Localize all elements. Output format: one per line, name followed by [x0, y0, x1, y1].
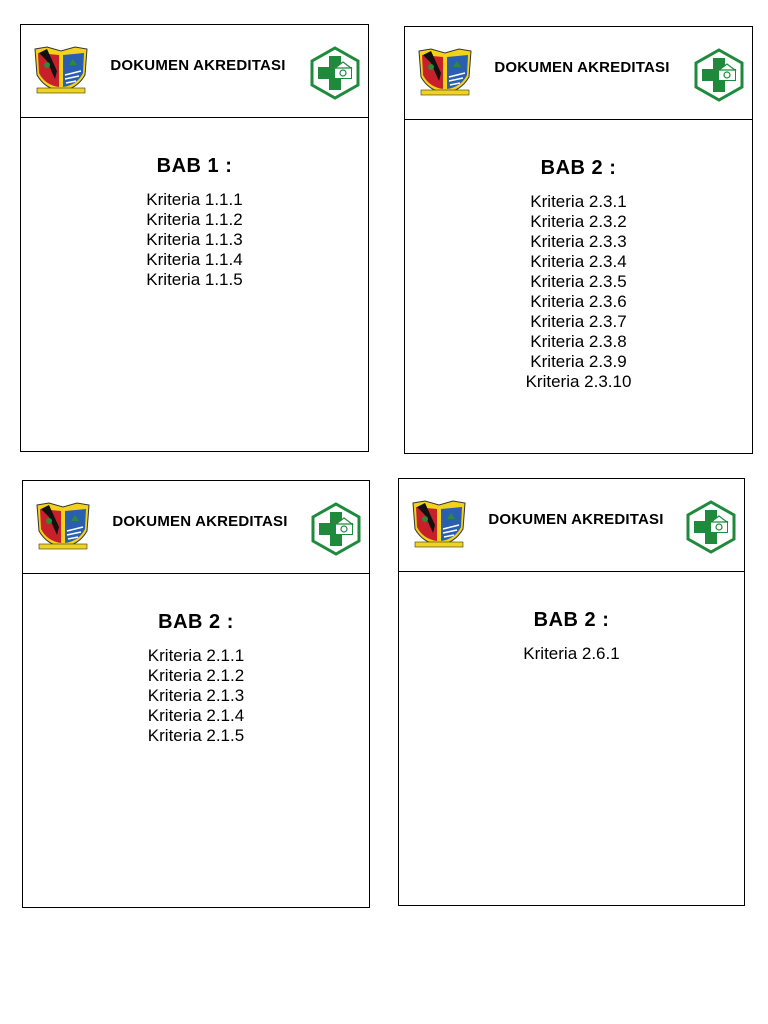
card-body — [21, 119, 368, 451]
card-header — [399, 479, 744, 572]
kriteria-list — [23, 646, 369, 746]
kriteria-list — [21, 190, 368, 290]
card-bab-1 — [20, 24, 369, 452]
list-item: Kriteria 2.3.5 — [530, 272, 627, 291]
kriteria-list — [399, 644, 744, 664]
list-item: Kriteria 2.3.8 — [530, 332, 627, 351]
regency-crest-icon — [417, 47, 473, 97]
card-bab-2-2-6 — [398, 478, 745, 906]
list-item: Kriteria 2.1.2 — [147, 666, 245, 685]
list-item: Kriteria 2.3.1 — [530, 192, 627, 211]
list-item: Kriteria 2.6.1 — [523, 644, 620, 663]
list-item: Kriteria 2.1.3 — [147, 686, 245, 705]
list-item: Kriteria 2.1.1 — [147, 646, 245, 665]
regency-crest-icon — [411, 499, 467, 549]
puskesmas-emblem-icon — [308, 46, 362, 100]
list-item: Kriteria 1.1.1 — [146, 190, 243, 209]
list-item: Kriteria 1.1.5 — [146, 270, 243, 289]
header-title: DOKUMEN AKREDITASI — [110, 57, 286, 74]
bab-heading: BAB 2 : — [158, 611, 234, 633]
list-item: Kriteria 2.1.4 — [147, 706, 245, 725]
card-header — [405, 27, 752, 120]
card-bab-2-2-3 — [404, 26, 753, 454]
header-title: DOKUMEN AKREDITASI — [488, 511, 664, 528]
card-bab-2-2-1 — [22, 480, 370, 908]
list-item: Kriteria 2.3.9 — [530, 352, 627, 371]
card-body — [405, 121, 752, 453]
header-title: DOKUMEN AKREDITASI — [494, 59, 670, 76]
list-item: Kriteria 1.1.2 — [146, 210, 243, 229]
puskesmas-emblem-icon — [684, 500, 738, 554]
regency-crest-icon — [35, 501, 91, 551]
puskesmas-emblem-icon — [309, 502, 363, 556]
puskesmas-emblem-icon — [692, 48, 746, 102]
kriteria-list — [405, 192, 752, 392]
card-header — [21, 25, 368, 118]
header-title: DOKUMEN AKREDITASI — [112, 513, 288, 530]
bab-heading: BAB 2 : — [540, 157, 617, 179]
card-body — [23, 575, 369, 907]
bab-heading: BAB 1 : — [156, 155, 233, 177]
list-item: Kriteria 2.3.6 — [530, 292, 627, 311]
regency-crest-icon — [33, 45, 89, 95]
list-item: Kriteria 2.3.4 — [530, 252, 627, 271]
bab-heading: BAB 2 : — [533, 609, 610, 631]
list-item: Kriteria 1.1.4 — [146, 250, 243, 269]
list-item: Kriteria 2.3.7 — [530, 312, 627, 331]
list-item: Kriteria 2.3.2 — [530, 212, 627, 231]
list-item: Kriteria 2.1.5 — [147, 726, 245, 745]
list-item: Kriteria 2.3.3 — [530, 232, 627, 251]
list-item: Kriteria 1.1.3 — [146, 230, 243, 249]
card-header — [23, 481, 369, 574]
list-item: Kriteria 2.3.10 — [525, 372, 632, 391]
card-body — [399, 573, 744, 905]
